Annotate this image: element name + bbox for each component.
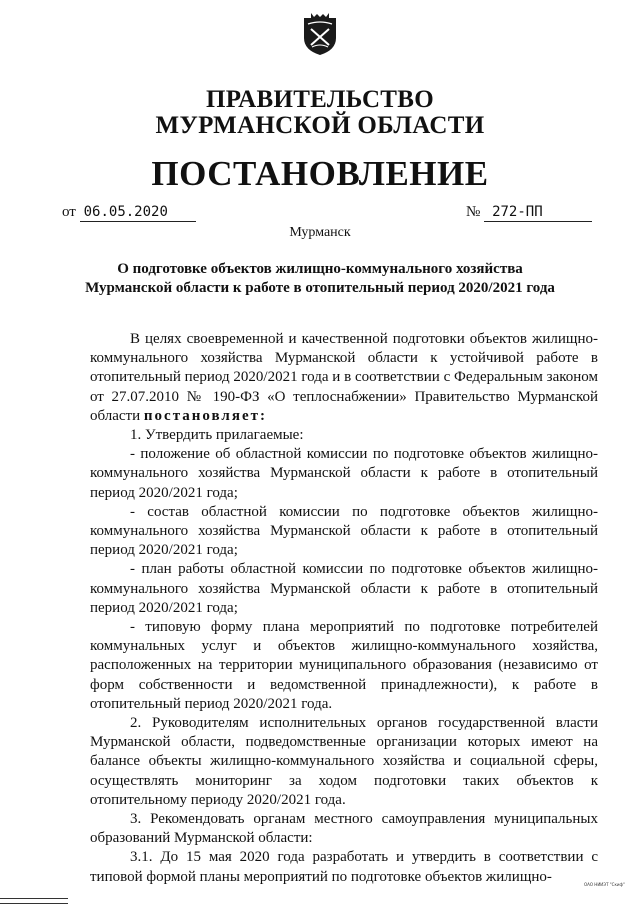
document-title <box>60 260 580 298</box>
number-value: 272-ПП <box>484 203 592 222</box>
document-type-heading: ПОСТАНОВЛЕНИЕ <box>151 154 489 193</box>
document-number <box>466 203 592 222</box>
government-name-line1: ПРАВИТЕЛЬСТВО <box>206 86 434 113</box>
paragraph-item-2: 2. Руководителям исполнительных органов государственной власти Мурманской области, подведомственные организации которых имеют на балансе объекты жилищно-коммунального хозяйства и социальной сферы, осуществлять мониторинг за ходом подготовки таких объектов к отопительному периоду 2020/2021 года. <box>90 715 598 808</box>
resolves-emphasis: постановляет: <box>143 407 267 424</box>
number-prefix: № <box>466 204 481 220</box>
paragraph-item-1: 1. Утвердить прилагаемые: <box>130 427 304 444</box>
paragraph-item-1-template-form: - типовую форму плана мероприятий по подготовке потребителей коммунальных услуг и объектов жилищно-коммунального хозяйства, расположенных на территории муниципального образования (независимо от форм собственности и ведомственной принадлежности), к работе в отопительный период 2020/2021 года. <box>90 619 598 712</box>
document-date <box>62 203 196 222</box>
document-body <box>90 330 598 887</box>
title-line2: Мурманской области к работе в отопительный период 2020/2021 года <box>85 280 555 296</box>
scan-edge-line <box>0 898 68 899</box>
coat-of-arms-emblem <box>302 12 338 56</box>
paragraph-item-1-composition: - состав областной комиссии по подготовке объектов жилищно-коммунального хозяйства Мурманской области к работе в отопительный период 2020/2021 года; <box>90 503 598 559</box>
paragraph-item-1-regulation: - положение об областной комиссии по подготовке объектов жилищно-коммунального хозяйства Мурманской области к работе в отопительный период 2020/2021 года; <box>90 446 598 501</box>
paragraph-item-3-1: 3.1. До 15 мая 2020 года разработать и утвердить в соответствии с типовой формой планы мероприятий по подготовке объектов жилищно- <box>90 849 598 885</box>
city-name: Мурманск <box>289 225 351 240</box>
paragraph-item-3: 3. Рекомендовать органам местного самоуправления муниципальных образований Мурманской области: <box>90 811 598 847</box>
print-code: ОАО НИИЭТ "Скиф" <box>584 882 625 887</box>
date-prefix: от <box>62 204 76 220</box>
preamble-text: В целях своевременной и качественной подготовки объектов жилищно-коммунального хозяйства Мурманской области к устойчивой работе в отопительный период 2020/2021 года и в соответствии с Федеральным законом от 27.07.2010 № 190-ФЗ «О теплоснабжении» Правительство Мурманской области <box>90 331 598 424</box>
scan-edge-line <box>0 903 68 904</box>
paragraph-preamble <box>90 330 598 426</box>
date-value: 06.05.2020 <box>80 203 196 222</box>
government-name-line2: МУРМАНСКОЙ ОБЛАСТИ <box>155 112 485 139</box>
title-line1: О подготовке объектов жилищно-коммунального хозяйства <box>117 261 523 277</box>
paragraph-item-1-work-plan: - план работы областной комиссии по подготовке объектов жилищно-коммунального хозяйства Мурманской области к работе в отопительный период 2020/2021 года; <box>90 561 598 616</box>
